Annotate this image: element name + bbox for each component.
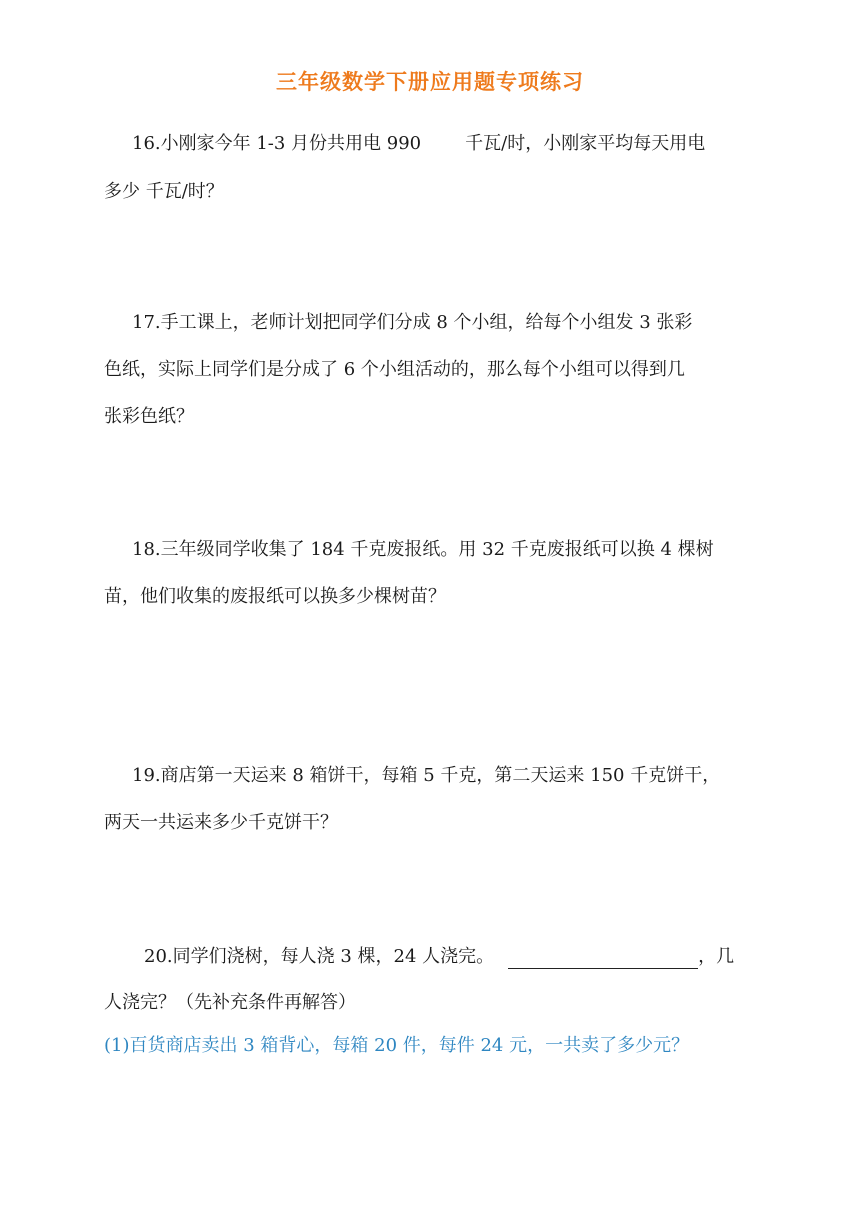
question-19-line-1: 19.商店第一天运来 8 箱饼干，每箱 5 千克，第二天运来 150 千克饼干， — [132, 765, 721, 786]
sub-question-1: (1)百货商店卖出 3 箱背心，每箱 20 件，每件 24 元，一共卖了多少元？ — [104, 1035, 690, 1056]
question-16-line-2: 多少 千瓦/时？ — [104, 181, 224, 202]
question-17-line-1: 17.手工课上，老师计划把同学们分成 8 个小组，给每个小组发 3 张彩 — [132, 312, 693, 333]
question-16-line-1 — [132, 132, 705, 156]
question-18-line-2: 苗，他们收集的废报纸可以换多少棵树苗？ — [104, 586, 446, 607]
question-16-text-a: 16.小刚家今年 1-3 月份共用电 990 — [132, 133, 422, 154]
question-20-text-b: ，几 — [698, 946, 735, 967]
question-17-line-3: 张彩色纸？ — [104, 406, 194, 427]
question-17-line-2: 色纸，实际上同学们是分成了 6 个小组活动的，那么每个小组可以得到几 — [104, 359, 685, 380]
question-18-line-1: 18.三年级同学收集了 184 千克废报纸。用 32 千克废报纸可以换 4 棵树 — [132, 539, 714, 560]
page-title: 三年级数学下册应用题专项练习 — [276, 70, 584, 94]
question-20-line-1 — [144, 945, 734, 969]
question-19-line-2: 两天一共运来多少千克饼干？ — [104, 812, 338, 833]
question-20-text-a: 20.同学们浇树，每人浇 3 棵，24 人浇完。 — [144, 946, 495, 967]
question-16-text-b: 千瓦/时，小刚家平均每天用电 — [465, 133, 706, 154]
answer-blank[interactable] — [508, 948, 698, 969]
question-20-line-2: 人浇完？（先补充条件再解答） — [104, 992, 356, 1013]
